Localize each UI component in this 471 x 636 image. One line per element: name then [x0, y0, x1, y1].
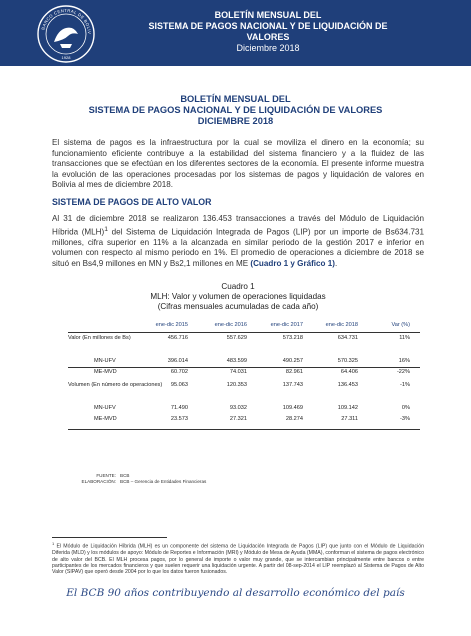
column-header: Var (%)	[391, 322, 410, 328]
table-cell: 95.063	[170, 382, 188, 388]
header-line-2: SISTEMA DE PAGOS NACIONAL Y DE LIQUIDACIÓN DE	[148, 21, 388, 31]
table-rule	[68, 332, 420, 333]
mlh-table	[68, 321, 420, 426]
title-line-2: SISTEMA DE PAGOS NACIONAL Y DE LIQUIDACIÓN DE VALORES	[88, 105, 383, 115]
document-title	[40, 94, 431, 127]
row-label: MN-UFV	[94, 405, 116, 411]
table-row	[68, 334, 420, 345]
row-label: ME-MVD	[94, 416, 117, 422]
header-title	[118, 10, 418, 54]
table-cell: 490.257	[282, 358, 303, 364]
table-sources	[74, 473, 206, 485]
table-cell: 82.961	[285, 369, 303, 375]
table-cell: 137.743	[282, 382, 303, 388]
footnote-text: El Módulo de Liquidación Híbrida (MLH) es un componente del sistema de Liquidación Integrada de Pagos (LIP) que junto con el Módulo de Liquidación Diferida (MLD) y los módulos de apoyo: Módulo de Reportes e Información (MRI) y Módulo de Mesa de Ayuda (MMA), conforman el sistema de pagos electrónico de alto valor del BCB. El MLH procesa pagos, por lo general de importe o valor muy grande, que se intercambian principalmente entre bancos o entre participantes de los mercados financieros y que suelen requerir una liquidación urgente. A partir del 08-sep-2014 el LIP reemplazó al Sistema de Pagos de Alto Valor (SIPAV) que operó desde 2004 por lo que los datos fueron fusionados.	[52, 543, 424, 576]
alto-valor-text-1: Al 31 de diciembre 2018 se realizaron 136.453 transacciones a través del Módulo de Liquidación Híbrida (MLH)	[52, 214, 424, 237]
table-cell: 109.142	[337, 405, 358, 411]
row-label: ME-MVD	[94, 369, 117, 375]
table-cell: -1%	[400, 382, 410, 388]
header-line-3: VALORES	[246, 32, 290, 42]
table-cell: 60.702	[170, 369, 188, 375]
elaboration-label: ELABORACIÓN:	[81, 479, 116, 485]
header-line-1: BOLETÍN MENSUAL DEL	[214, 10, 322, 20]
table-cell: 573.218	[282, 335, 303, 341]
table-number: Cuadro 1	[221, 282, 255, 291]
intro-paragraph: El sistema de pagos es la infraestructura por la cual se moviliza el dinero en la economía; su funcionamiento eficiente contribuye a la estabilidad del sistema financiero y a la fluidez de las transacciones que se efectúan en los diferentes sectores de la economía. El presente informe muestra la evolución de las operaciones procesadas por los sistemas de pagos y liquidación de valores en Bolivia al mes de diciembre 2018.	[52, 138, 424, 190]
table-cell: -22%	[396, 369, 410, 375]
header-date: Diciembre 2018	[236, 43, 300, 53]
table-cell: 456.716	[167, 335, 188, 341]
table-row	[68, 381, 420, 392]
table-cell: 27.311	[341, 416, 358, 422]
table-cell: 396.014	[167, 358, 188, 364]
table-cell: 0%	[401, 405, 410, 411]
bcb-logo-icon	[36, 4, 96, 64]
column-header: ene-dic 2016	[214, 322, 247, 328]
footer-slogan: El BCB 90 años contribuyendo al desarrollo económico del país	[66, 587, 405, 599]
table-rule	[68, 367, 420, 368]
table-row	[68, 368, 420, 379]
footnote-number: 1	[52, 541, 55, 546]
table-cell: 16%	[398, 358, 410, 364]
table-subtitle: (Cifras mensuales acumuladas de cada año)	[157, 302, 319, 311]
alto-valor-paragraph	[52, 214, 424, 270]
section-heading: SISTEMA DE PAGOS DE ALTO VALOR	[52, 197, 212, 207]
column-header: ene-dic 2018	[325, 322, 358, 328]
row-label: Volumen (En número de operaciones)	[68, 382, 163, 388]
row-label: Valor (En millones de Bs)	[68, 335, 131, 341]
table-cell: 11%	[399, 335, 410, 341]
table-cell: 109.469	[282, 405, 303, 411]
table-cell: 557.629	[226, 335, 247, 341]
table-header-row	[68, 321, 420, 332]
table-cell: 634.731	[337, 335, 358, 341]
footnote-ref: 1	[104, 225, 108, 233]
table-cell: 483.599	[226, 358, 247, 364]
row-label: MN-UFV	[94, 358, 116, 364]
source-label: FUENTE:	[96, 473, 116, 478]
alto-valor-text-end: .	[334, 259, 338, 269]
table-caption	[52, 282, 424, 312]
logo-ring-text: BANCO CENTRAL DE BOLIV	[40, 7, 93, 35]
alto-valor-text-2: del Sistema de Liquidación Integrada de Pagos (LIP) por un importe de Bs634.731 millones, cifra superior en 11% a la alcanzada en similar periodo de la gestión 2017 e inferior en volumen con respecto al mismo periodo en 1%. El promedio de operaciones a diciembre de 2018 se situó en Bs4,9 millones en MN y Bs2,1 millones en ME	[52, 227, 424, 269]
title-line-3: DICIEMBRE 2018	[197, 116, 274, 126]
table-cell: 27.321	[229, 416, 247, 422]
footnote	[52, 541, 424, 576]
title-line-1: BOLETÍN MENSUAL DEL	[180, 94, 291, 104]
table-cell: 23.573	[170, 416, 188, 422]
logo-year: 1928	[61, 55, 71, 60]
table-cell: 93.032	[229, 405, 247, 411]
column-header: ene-dic 2015	[155, 322, 188, 328]
table-cell: 71.490	[170, 405, 188, 411]
table-cell: 64.406	[340, 369, 358, 375]
table-cell: -3%	[400, 416, 410, 422]
elaboration-value: BCB – Gerencia de Entidades Financieras	[120, 479, 207, 485]
table-row	[68, 404, 420, 415]
footnote-divider	[52, 537, 167, 538]
table-cell: 74.031	[229, 369, 247, 375]
table-cell: 28.274	[285, 416, 303, 422]
table-title: MLH: Valor y volumen de operaciones liquidadas	[150, 292, 326, 301]
table-cell: 570.325	[337, 358, 358, 364]
table-rule	[68, 429, 420, 430]
table-row	[68, 415, 420, 426]
header-banner	[0, 0, 471, 66]
cuadro-reference: (Cuadro 1 y Gráfico 1)	[250, 259, 335, 269]
table-cell: 136.453	[337, 382, 358, 388]
column-header: ene-dic 2017	[270, 322, 303, 328]
source-value: BCB	[120, 473, 130, 478]
table-cell: 120.353	[226, 382, 247, 388]
